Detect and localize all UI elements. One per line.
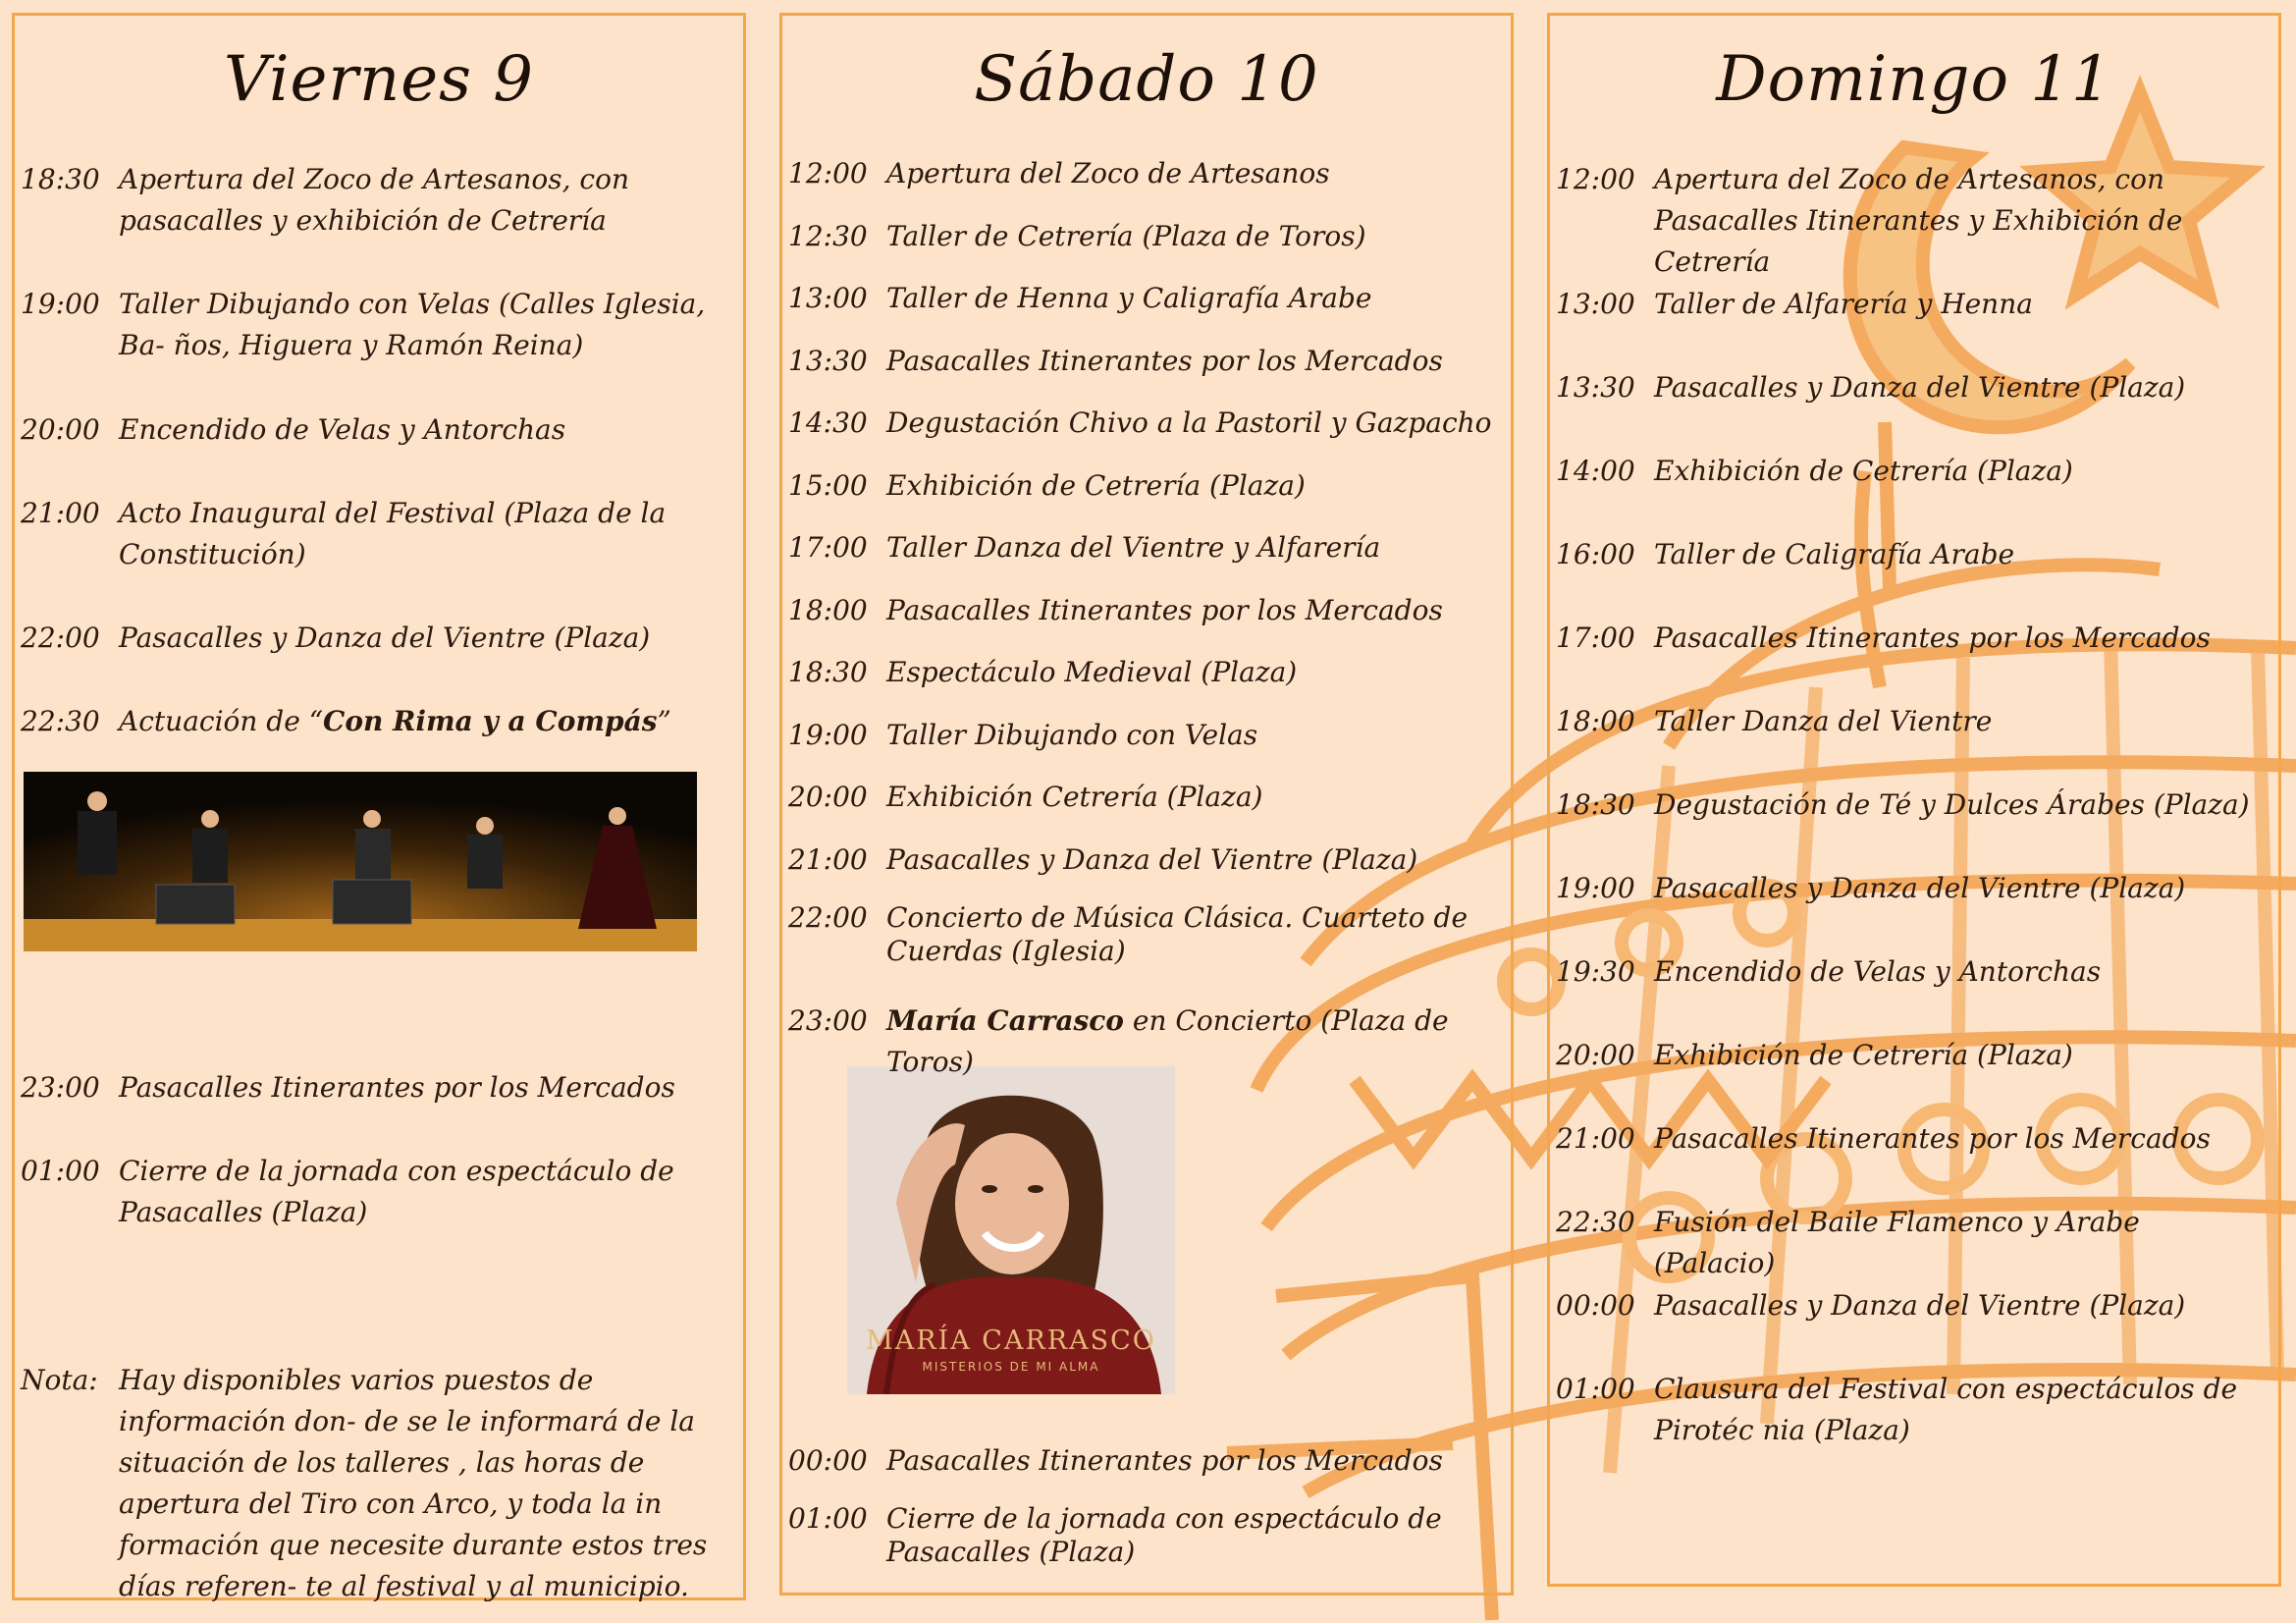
event-description: Apertura del Zoco de Artesanos xyxy=(886,157,1330,189)
schedule-item xyxy=(782,153,1501,194)
event-description: Cierre de la jornada con espectáculo de Pasacalles (Plaza) xyxy=(886,1502,1442,1568)
day-title: Viernes 9 xyxy=(223,43,535,116)
event-time: 19:00 xyxy=(21,288,100,320)
schedule-item xyxy=(782,216,1501,257)
schedule-item xyxy=(15,1067,733,1109)
event-description: Exhibición de Cetrería (Plaza) xyxy=(886,469,1306,502)
event-time: 21:00 xyxy=(21,497,100,529)
event-description: Exhibición de Cetrería (Plaza) xyxy=(1654,1039,2073,1071)
schedule-item xyxy=(782,1001,1501,1083)
schedule-item xyxy=(1550,784,2269,826)
event-description: Encendido de Velas y Antorchas xyxy=(119,413,566,446)
schedule-item xyxy=(1550,701,2269,742)
schedule-item xyxy=(1550,284,2269,325)
event-description: Pasacalles Itinerantes por los Mercados xyxy=(1654,622,2211,654)
event-description: Exhibición Cetrería (Plaza) xyxy=(886,781,1263,813)
event-time: 00:00 xyxy=(788,1444,868,1477)
event-time: 14:30 xyxy=(788,406,868,439)
event-time: 22:30 xyxy=(21,705,100,737)
schedule-item xyxy=(782,901,1501,968)
event-description: Taller de Henna y Caligrafía Arabe xyxy=(886,282,1372,314)
event-time: 18:00 xyxy=(1556,705,1635,737)
event-description: Pasacalles y Danza del Vientre (Plaza) xyxy=(1654,872,2186,904)
event-description: Taller Danza del Vientre xyxy=(1654,705,1993,737)
event-description: Actuación de “Con Rima y a Compás” xyxy=(119,705,671,737)
event-description: Pasacalles Itinerantes por los Mercados xyxy=(886,345,1443,377)
performer-name: Con Rima y a Compás xyxy=(323,705,658,737)
schedule-item xyxy=(1550,1035,2269,1076)
schedule-item xyxy=(782,590,1501,631)
event-time: 20:00 xyxy=(21,413,100,446)
event-time: 20:00 xyxy=(1556,1039,1635,1071)
event-time: 12:00 xyxy=(1556,163,1635,195)
event-description: Pasacalles Itinerantes por los Mercados xyxy=(886,1444,1443,1477)
event-time: 13:00 xyxy=(788,282,868,314)
event-time: 22:00 xyxy=(788,901,868,934)
event-time: 19:00 xyxy=(1556,872,1635,904)
day-title: Domingo 11 xyxy=(1716,43,2112,116)
schedule-item xyxy=(15,284,733,366)
event-time: 22:30 xyxy=(1556,1206,1635,1238)
schedule-item xyxy=(782,839,1501,881)
event-time: 01:00 xyxy=(21,1155,100,1187)
event-description: Pasacalles y Danza del Vientre (Plaza) xyxy=(119,622,651,654)
schedule-item xyxy=(1550,1285,2269,1326)
event-description: Clausura del Festival con espectáculos de Pirotéc nia (Plaza) xyxy=(1654,1373,2238,1446)
event-description: Cierre de la jornada con espectáculo de Pasacalles (Plaza) xyxy=(119,1155,674,1228)
schedule-item xyxy=(1550,451,2269,492)
event-time: 19:30 xyxy=(1556,955,1635,988)
performer-name: María Carrasco xyxy=(886,1004,1124,1037)
event-description: Taller de Alfarería y Henna xyxy=(1654,288,2033,320)
schedule-item xyxy=(15,1151,733,1233)
note-label: Nota: xyxy=(21,1364,98,1396)
event-time: 21:00 xyxy=(1556,1122,1635,1155)
event-description: Taller Dibujando con Velas xyxy=(886,719,1258,751)
event-time: 16:00 xyxy=(1556,538,1635,570)
event-time: 20:00 xyxy=(788,781,868,813)
schedule-item xyxy=(782,341,1501,382)
day-panel-saturday xyxy=(779,13,1514,1596)
event-time: 14:00 xyxy=(1556,455,1635,487)
event-description: Taller de Cetrería (Plaza de Toros) xyxy=(886,220,1366,252)
event-time: 15:00 xyxy=(788,469,868,502)
event-description: María Carrasco en Concierto (Plaza de Toros) xyxy=(886,1004,1449,1078)
event-description: Pasacalles y Danza del Vientre (Plaza) xyxy=(1654,1289,2186,1322)
schedule-item xyxy=(1550,868,2269,909)
schedule-item xyxy=(1550,159,2269,283)
event-time: 23:00 xyxy=(788,1004,868,1037)
info-note xyxy=(15,1360,733,1607)
event-time: 18:00 xyxy=(788,594,868,626)
event-description: Concierto de Música Clásica. Cuarteto de Cuerdas (Iglesia) xyxy=(886,901,1468,967)
event-description: Exhibición de Cetrería (Plaza) xyxy=(1654,455,2073,487)
event-description: Pasacalles y Danza del Vientre (Plaza) xyxy=(886,843,1418,876)
event-time: 23:00 xyxy=(21,1071,100,1104)
schedule-item xyxy=(1550,1202,2269,1284)
event-description: Pasacalles Itinerantes por los Mercados xyxy=(886,594,1443,626)
schedule-item xyxy=(1550,367,2269,408)
event-time: 01:00 xyxy=(1556,1373,1635,1405)
event-description: Taller de Caligrafía Arabe xyxy=(1654,538,2015,570)
schedule-item xyxy=(782,1440,1501,1482)
schedule-item xyxy=(1550,1369,2269,1451)
schedule-item xyxy=(15,493,733,575)
event-description: Apertura del Zoco de Artesanos, con pasacalles y exhibición de Cetrería xyxy=(119,163,629,237)
schedule-item xyxy=(15,409,733,451)
event-description: Espectáculo Medieval (Plaza) xyxy=(886,656,1298,688)
event-description: Pasacalles Itinerantes por los Mercados xyxy=(1654,1122,2211,1155)
event-time: 19:00 xyxy=(788,719,868,751)
event-time: 22:00 xyxy=(21,622,100,654)
event-description: Fusión del Baile Flamenco y Arabe (Palacio) xyxy=(1654,1206,2140,1279)
schedule-item xyxy=(782,1502,1501,1569)
day-panel-sunday xyxy=(1547,13,2281,1587)
schedule-item xyxy=(15,701,733,742)
schedule-item xyxy=(15,618,733,659)
album-artist-text: MARÍA CARRASCO xyxy=(866,1325,1156,1356)
schedule-item xyxy=(782,652,1501,693)
schedule-item xyxy=(1550,618,2269,659)
schedule-item xyxy=(782,777,1501,818)
event-description: Apertura del Zoco de Artesanos, con Pasacalles Itinerantes y Exhibición de Cetrería xyxy=(1654,163,2183,278)
event-time: 18:30 xyxy=(1556,788,1635,821)
schedule-item xyxy=(782,465,1501,507)
note-text: Hay disponibles varios puestos de información don- de se le informará de la situación de los talleres , las horas de apertura del Tiro con Arco, y toda la in formación que necesite durante estos tres días referen- te al festival y al municipio. xyxy=(119,1364,708,1602)
schedule-item xyxy=(782,278,1501,319)
album-title-text: MISTERIOS DE MI ALMA xyxy=(922,1360,1100,1374)
schedule-item xyxy=(1550,1118,2269,1160)
event-description: Degustación Chivo a la Pastoril y Gazpacho xyxy=(886,406,1492,439)
event-description: Pasacalles Itinerantes por los Mercados xyxy=(119,1071,675,1104)
event-time: 00:00 xyxy=(1556,1289,1635,1322)
schedule-item xyxy=(782,403,1501,444)
event-time: 21:00 xyxy=(788,843,868,876)
event-time: 17:00 xyxy=(1556,622,1635,654)
day-title: Sábado 10 xyxy=(974,43,1319,116)
schedule-item xyxy=(782,527,1501,568)
event-time: 18:30 xyxy=(788,656,868,688)
event-time: 12:30 xyxy=(788,220,868,252)
event-description: Pasacalles y Danza del Vientre (Plaza) xyxy=(1654,371,2186,404)
event-time: 01:00 xyxy=(788,1502,868,1535)
event-time: 13:30 xyxy=(1556,371,1635,404)
event-time: 17:00 xyxy=(788,531,868,564)
event-description: Acto Inaugural del Festival (Plaza de la Constitución) xyxy=(119,497,667,570)
event-description: Degustación de Té y Dulces Árabes (Plaza) xyxy=(1654,788,2250,821)
schedule-item xyxy=(1550,951,2269,993)
event-description: Taller Dibujando con Velas (Calles Iglesia, Ba- ños, Higuera y Ramón Reina) xyxy=(119,288,706,361)
event-time: 18:30 xyxy=(21,163,100,195)
event-description: Taller Danza del Vientre y Alfarería xyxy=(886,531,1381,564)
day-panel-friday xyxy=(12,13,746,1600)
event-time: 12:00 xyxy=(788,157,868,189)
schedule-item xyxy=(1550,534,2269,575)
event-time: 13:00 xyxy=(1556,288,1635,320)
schedule-item xyxy=(15,159,733,242)
schedule-item xyxy=(782,715,1501,756)
event-description: Encendido de Velas y Antorchas xyxy=(1654,955,2102,988)
event-time: 13:30 xyxy=(788,345,868,377)
